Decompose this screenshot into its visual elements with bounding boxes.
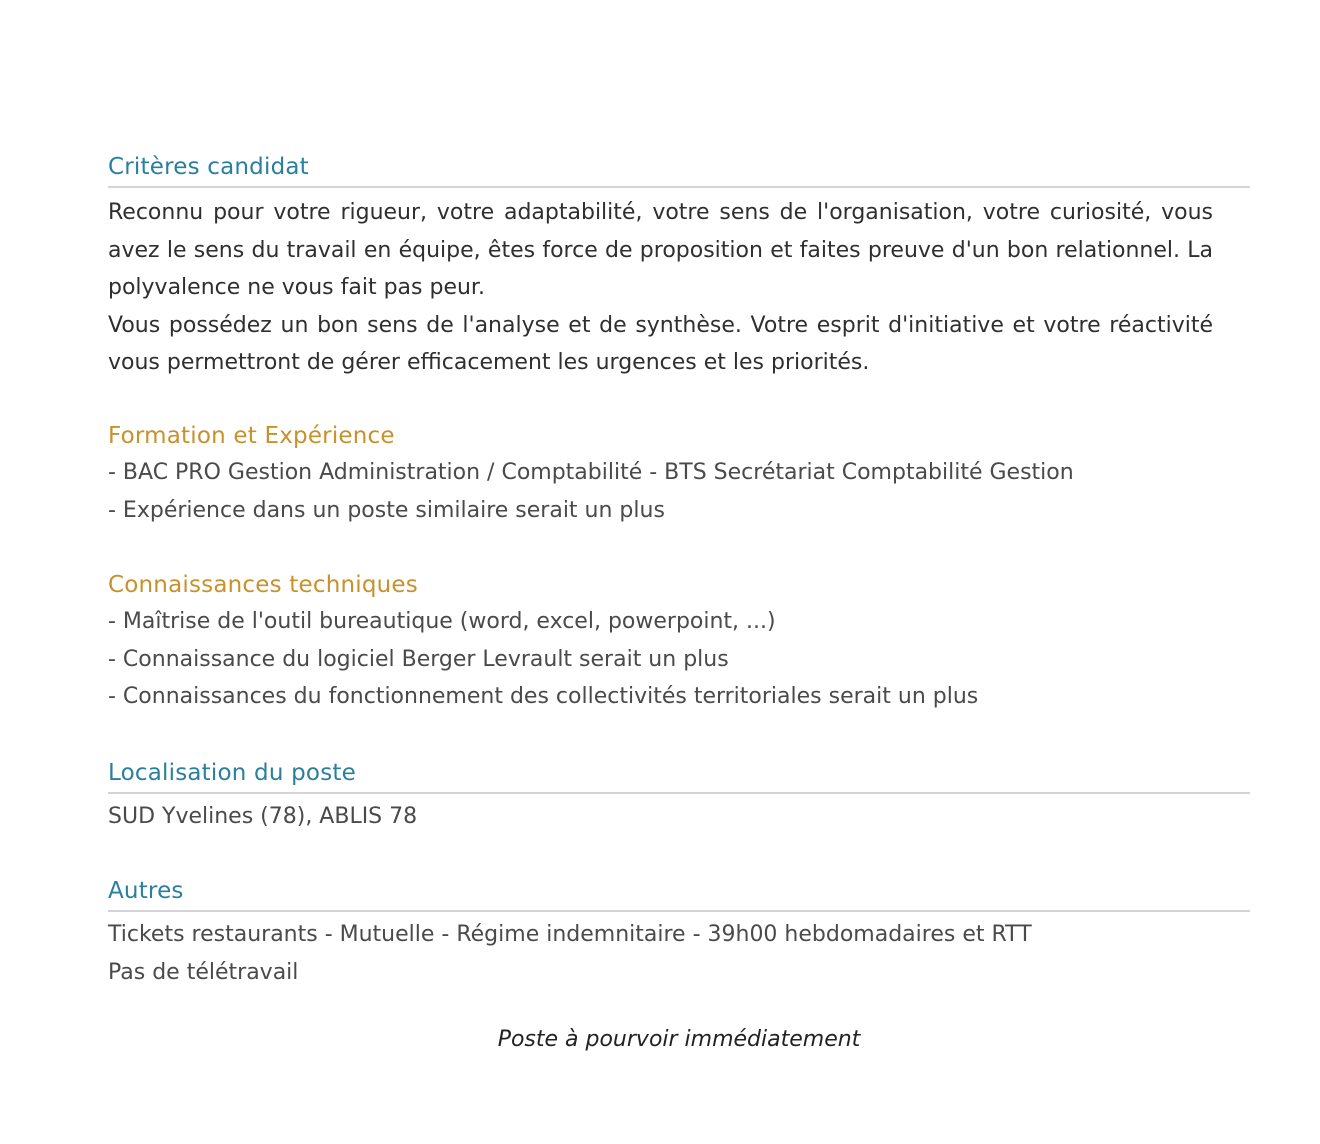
criteres-paragraph-1: Reconnu pour votre rigueur, votre adaptabilité, votre sens de l'organisation, votre curiosité, vous avez le sens du travail en équipe, êtes force de proposition et faites preuve d'un bon relationnel. La polyvalence ne vous fait pas peur.: [108, 200, 1213, 300]
section-connaissances: [108, 570, 1250, 716]
list-item: Pas de télétravail: [108, 959, 299, 985]
location-value: SUD Yvelines (78), ABLIS 78: [108, 804, 418, 829]
section-criteres: [108, 152, 1250, 382]
list-item: - Expérience dans un poste similaire serait un plus: [108, 497, 665, 523]
list-item: Tickets restaurants - Mutuelle - Régime indemnitaire - 39h00 hebdomadaires et RTT: [108, 922, 1032, 947]
list-item: - Maîtrise de l'outil bureautique (word, excel, powerpoint, ...): [108, 609, 776, 634]
section-heading-localisation: Localisation du poste: [108, 760, 356, 786]
list-item: - Connaissances du fonctionnement des collectivités territoriales serait un plus: [108, 684, 979, 709]
document-page: [108, 0, 1250, 1144]
section-heading-criteres: Critères candidat: [108, 154, 309, 180]
section-autres: [108, 876, 1250, 991]
section-localisation: [108, 758, 1250, 836]
section-heading-autres: Autres: [108, 878, 184, 904]
criteres-paragraph-2: Vous possédez un bon sens de l'analyse et de synthèse. Votre esprit d'initiative et votre réactivité vous permettront de gérer efficacement les urgences et les priorités.: [108, 312, 1213, 375]
section-divider: [108, 910, 1250, 912]
availability-note: Poste à pourvoir immédiatement: [497, 1027, 861, 1052]
list-item: - BAC PRO Gestion Administration / Comptabilité - BTS Secrétariat Comptabilité Gestion: [108, 460, 1074, 485]
list-item: - Connaissance du logiciel Berger Levrault serait un plus: [108, 646, 729, 672]
section-divider: [108, 792, 1250, 794]
section-divider: [108, 186, 1250, 188]
section-heading-formation: Formation et Expérience: [108, 423, 395, 449]
section-heading-connaissances: Connaissances techniques: [108, 572, 418, 598]
section-formation: [108, 421, 1250, 529]
